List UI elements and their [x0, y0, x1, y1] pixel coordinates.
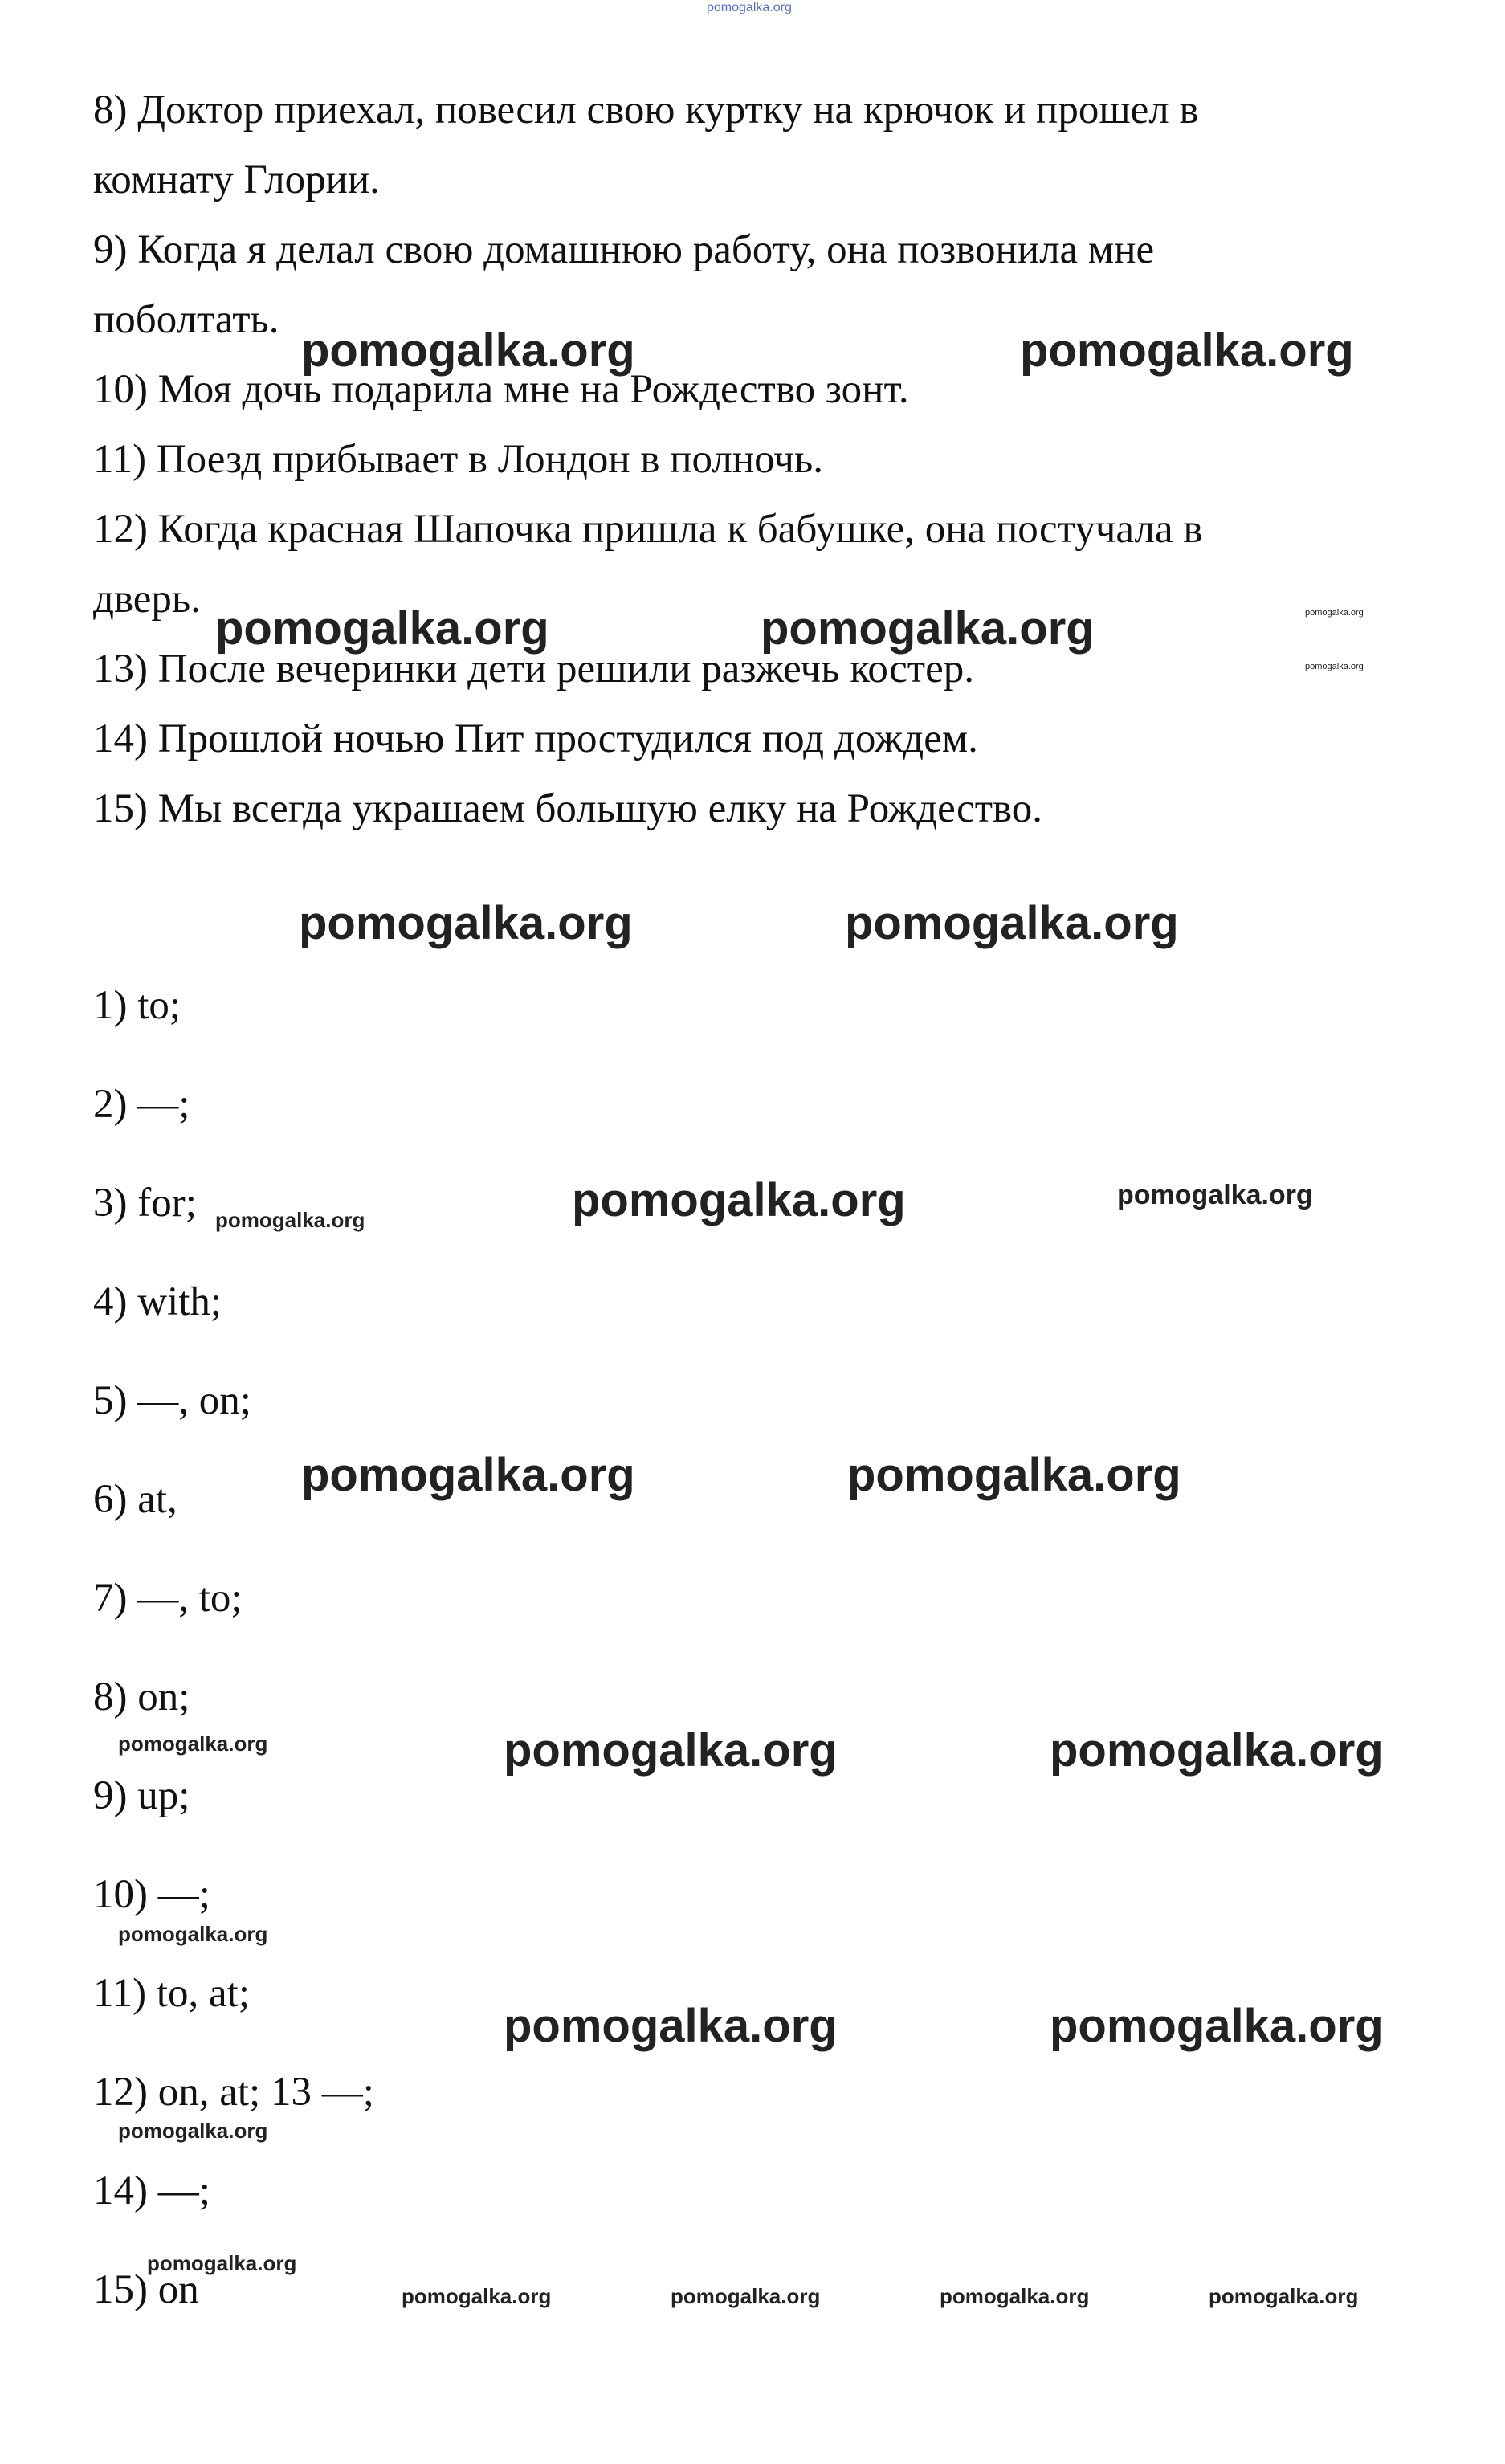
- answer-line: 6) at,: [93, 1477, 177, 1522]
- answer-line: 15) on: [93, 2267, 199, 2312]
- watermark: pomogalka.org: [1209, 2284, 1359, 2308]
- answer-line: 2) —;: [93, 1082, 190, 1127]
- translation-line: 13) После вечеринки дети решили разжечь костер.: [93, 647, 974, 691]
- answer-line: 12) on, at; 13 —;: [93, 2070, 374, 2115]
- answer-line: 4) with;: [93, 1279, 222, 1324]
- translation-line: комнату Глории.: [93, 157, 380, 202]
- translation-line: 10) Моя дочь подарила мне на Рождество зонт.: [93, 367, 909, 412]
- watermark: pomogalka.org: [1050, 1724, 1384, 1777]
- watermark-top: pomogalka.org: [707, 1, 792, 14]
- watermark: pomogalka.org: [845, 897, 1179, 949]
- answer-line: 14) —;: [93, 2168, 210, 2213]
- watermark: pomogalka.org: [1050, 2000, 1384, 2052]
- answer-line: 11) to, at;: [93, 1971, 250, 2016]
- watermark: pomogalka.org: [118, 1732, 268, 1756]
- watermark: pomogalka.org: [402, 2284, 552, 2308]
- translation-line: 14) Прошлой ночью Пит простудился под дождем.: [93, 716, 978, 761]
- answer-line: 3) for;: [93, 1181, 197, 1226]
- watermark: pomogalka.org: [504, 1724, 838, 1777]
- watermark: pomogalka.org: [572, 1174, 906, 1226]
- translation-line: 9) Когда я делал свою домашнюю работу, она позвонила мне: [93, 227, 1155, 272]
- translation-line: 12) Когда красная Шапочка пришла к бабушке, она постучала в: [93, 507, 1203, 552]
- watermark: pomogalka.org: [215, 602, 549, 655]
- answer-line: 5) —, on;: [93, 1378, 251, 1423]
- answer-line: 9) up;: [93, 1773, 190, 1818]
- translation-line: поболтать.: [93, 297, 279, 342]
- watermark: pomogalka.org: [761, 602, 1095, 655]
- answer-line: 10) —;: [93, 1872, 210, 1917]
- answer-line: 1) to;: [93, 983, 181, 1028]
- watermark: pomogalka.org: [301, 324, 635, 377]
- watermark: pomogalka.org: [1020, 324, 1354, 377]
- translation-line: 8) Доктор приехал, повесил свою куртку на крючок и прошел в: [93, 88, 1199, 133]
- watermark: pomogalka.org: [301, 1449, 635, 1501]
- watermark: pomogalka.org: [671, 2284, 821, 2308]
- watermark: pomogalka.org: [118, 1922, 268, 1946]
- translation-line: дверь.: [93, 577, 201, 622]
- watermark: pomogalka.org: [1305, 662, 1364, 671]
- watermark: pomogalka.org: [1305, 608, 1364, 618]
- watermark: pomogalka.org: [118, 2119, 268, 2143]
- translation-line: 15) Мы всегда украшаем большую елку на Рождество.: [93, 786, 1042, 831]
- answer-line: 8) on;: [93, 1675, 190, 1719]
- watermark: pomogalka.org: [847, 1449, 1181, 1501]
- translation-line: 11) Поезд прибывает в Лондон в полночь.: [93, 437, 823, 482]
- watermark: pomogalka.org: [215, 1208, 365, 1232]
- watermark: pomogalka.org: [147, 2251, 297, 2275]
- watermark: pomogalka.org: [299, 897, 633, 949]
- watermark: pomogalka.org: [1117, 1180, 1313, 1210]
- watermark: pomogalka.org: [504, 2000, 838, 2052]
- answer-line: 7) —, to;: [93, 1576, 243, 1621]
- watermark: pomogalka.org: [940, 2284, 1090, 2308]
